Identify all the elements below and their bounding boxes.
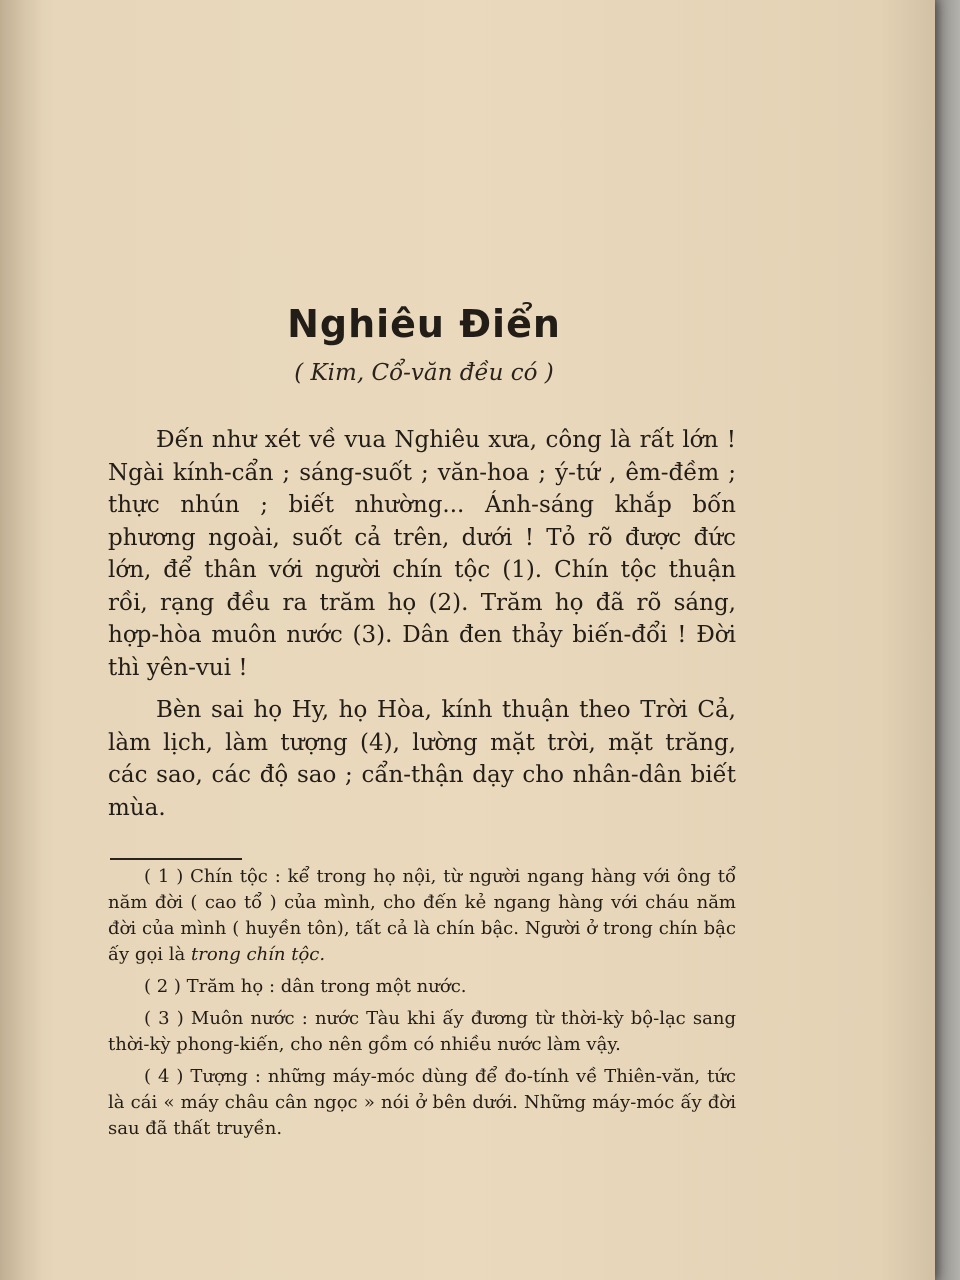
paragraph: Bèn sai họ Hy, họ Hòa, kính thuận theo Trời Cả, làm lịch, làm tượng (4), lường mặt trời, mặt trăng, các sao, các độ sao ; cẩn-thận dạy cho nhân-dân biết mùa. xyxy=(108,697,736,821)
footnote-1-emphasis: trong chín tộc. xyxy=(190,944,326,965)
footnote-1 xyxy=(108,864,736,968)
footnote-2: ( 2 ) Trăm họ : dân trong một nước. xyxy=(144,976,467,997)
footnote-divider xyxy=(110,858,242,860)
chapter-title: Nghiêu Điển xyxy=(287,302,561,346)
footnote-3: ( 3 ) Muôn nước : nước Tàu khi ấy đương từ thời-kỳ bộ-lạc sang thời-kỳ phong-kiến, cho nên gồm có nhiều nước làm vậy. xyxy=(108,1008,736,1055)
body-text xyxy=(108,424,736,834)
footnote-4: ( 4 ) Tượng : những máy-móc dùng để đo-tính về Thiên-văn, tức là cái « máy châu cân ngọc » nói ở bên dưới. Những máy-móc ấy đời sau đã thất truyền. xyxy=(108,1066,736,1139)
chapter-subtitle: ( Kim, Cổ-văn đều có ) xyxy=(294,360,554,386)
footnotes xyxy=(108,864,736,1148)
paragraph: Đến như xét về vua Nghiêu xưa, công là rất lớn ! Ngài kính-cẩn ; sáng-suốt ; văn-hoa ; ý-tứ , êm-đềm ; thực nhún ; biết nhường... Ánh-sáng khắp bốn phương ngoài, suốt cả trên, dưới ! Tỏ rõ được đức lớn, để thân với người chín tộc (1). Chín tộc thuận rồi, rạng đều ra trăm họ (2). Trăm họ đã rõ sáng, hợp-hòa muôn nước (3). Dân đen thảy biến-đổi ! Đời thì yên-vui ! xyxy=(108,427,736,681)
footnote-1-text: ( 1 ) Chín tộc : kể trong họ nội, từ người ngang hàng với ông tổ năm đời ( cao tổ ) của mình, cho đến kẻ ngang hàng với cháu năm đời của mình ( huyền tôn), tất cả là chín bậc. Người ở trong chín bậc ấy gọi là xyxy=(108,866,736,965)
page-gutter xyxy=(0,0,42,1280)
